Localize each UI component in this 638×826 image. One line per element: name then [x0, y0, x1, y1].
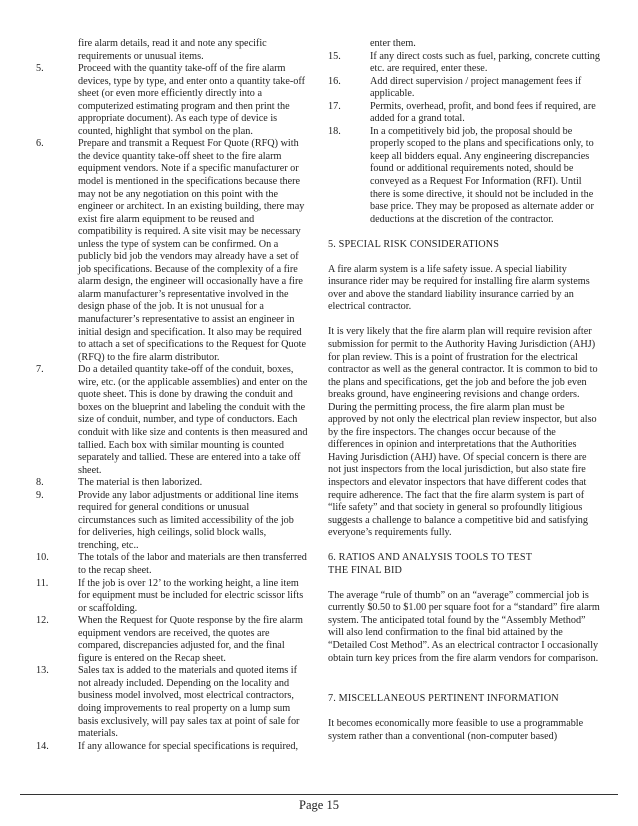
list-text: Permits, overhead, profit, and bond fees if required, are added for a grand total.	[370, 100, 596, 125]
list-item-8	[36, 477, 308, 490]
section-6-heading	[328, 552, 602, 577]
list-text: Proceed with the quantity take-off of the fire alarm devices, type by type, and enter onto a quantity take-off sheet (or even more efficiently directly into a computerized estimating program and then print the appropriate document). As each type of device is counted, highlight that symbol on the plan.	[78, 63, 305, 137]
section-7-paragraph-1: It becomes economically more feasible to use a programmable system rather than a conventional (non-computer based)	[328, 718, 584, 742]
section-5-paragraph-2: It is very likely that the fire alarm plan will require revision after submission for permit to the Authority Having Jurisdiction (AHJ) for plan review. This is a point of frustration for the electrical contractor as well as the general contractor. It is common to bid to the plans and specifications, get the job and before the job even breaks ground, have engineering revisions and change orders. During the permitting process, the fire alarm plan must be approved by not only the electrical plan review inspector, but also by the fire inspectors. The changes occur because of the differences in opinion and interpretations that the Authorities Having Jurisdiction (AHJ) have. Of special concern is there are not just inspectors from the local jurisdiction, but also state fire inspectors and elevator inspectors that have different codes that require adherence. The fact that the fire alarm system is part of “life safety” and that society in general so profoundly litigious suggests a challenge to balance a competitive bid and satisfying everyone’s requirements fully.	[328, 326, 598, 539]
list-text: The material is then laborized.	[78, 477, 203, 489]
list-number: 15.	[328, 50, 341, 62]
section-6-heading-line-2: THE FINAL BID	[328, 564, 403, 576]
footer-divider	[20, 794, 618, 795]
list-item-16	[328, 76, 602, 101]
list-text: If any allowance for special specifications is required,	[78, 740, 299, 752]
list-text: If any direct costs such as fuel, parking, concrete cutting etc. are required, enter these.	[370, 50, 600, 75]
list-text: Prepare and transmit a Request For Quote (RFQ) with the device quantity take-off sheet to the fire alarm equipment vendors. Note if a specific manufacturer or model is mentioned in the specifications because there may not be any negotiation on this point with the engineer or architect. In an existing building, there may exist fire alarm equipment to be reused and compatibility is required. A site visit may be necessary unless the type of system can be confirmed. On a publicly bid job the vendors may already have a set of job specifications. Because of the complexity of a fire alarm design, the engineer will occasionally have a fire alarm manufacturer’s representative involved in the design phase of the job. It is not unusual for a manufacturer’s representative to assist an engineer in initial design and specification. It also may be required to attach a set of specifications to the Request for Quote (RFQ) to the fire alarm distributor.	[78, 138, 307, 363]
list-number: 10.	[36, 552, 49, 564]
list-number: 6.	[36, 138, 44, 150]
list-text: Provide any labor adjustments or additional line items required for general conditions or unusual circumstances such as limited accessibility of the job for deliveries, high ceilings, solid block walls, trenching, etc..	[78, 489, 299, 551]
list-item-7	[36, 364, 308, 477]
list-item-continuation: enter them.	[370, 38, 416, 49]
list-number: 16.	[328, 75, 341, 87]
list-item-13	[36, 665, 308, 740]
list-text: When the Request for Quote response by the fire alarm equipment vendors are received, the quotes are compared, discrepancies adjusted for, and the final figure is entered on the Recap sheet.	[78, 615, 303, 664]
list-number: 9.	[36, 489, 44, 501]
list-item-17	[328, 101, 602, 126]
page-number: Page 15	[299, 798, 339, 812]
list-item-11	[36, 578, 308, 616]
left-column	[36, 38, 308, 753]
section-7-heading: 7. MISCELLANEOUS PERTINENT INFORMATION	[328, 693, 559, 705]
list-item-18	[328, 126, 602, 226]
right-column	[328, 38, 602, 743]
list-number: 13.	[36, 665, 49, 677]
list-item-15	[328, 51, 602, 76]
list-text: Do a detailed quantity take-off of the conduit, boxes, wire, etc. (or the applicable assemblies) and enter on the quote sheet. This is done by drawing the conduit and boxes on the blueprint and labeling the conduit with the size of conduit, number, and type of conductors. Each conduit with like size and contents is then measured and tallied. Each box with similar mounting is counted separately and tallied. These are entered into a take off sheet.	[78, 364, 308, 476]
section-5-paragraph-1: A fire alarm system is a life safety issue. A special liability insurance rider may be required for installing fire alarm systems over and above the standard liability insurance carried by an electrical contractor.	[328, 263, 590, 313]
list-text: If the job is over 12’ to the working height, a line item for equipment must be included for electric scissor lifts or scaffolding.	[78, 577, 304, 614]
list-number: 18.	[328, 125, 341, 137]
list-item-10	[36, 552, 308, 577]
list-number: 7.	[36, 364, 44, 376]
list-text: Add direct supervision / project management fees if applicable.	[370, 75, 582, 100]
list-number: 17.	[328, 100, 341, 112]
list-number: 14.	[36, 740, 49, 752]
list-number: 12.	[36, 615, 49, 627]
list-text: The totals of the labor and materials are then transferred to the recap sheet.	[78, 552, 307, 576]
list-text: Sales tax is added to the materials and quoted items if not already included. Depending on the locality and business model involved, most electrical contractors, doing improvements to real property on a lump sum basis exclusively, will pay sales tax at point of sale for materials.	[78, 665, 300, 740]
list-item-6	[36, 138, 308, 364]
list-text: In a competitively bid job, the proposal should be properly scoped to the plans and specifications only, to keep all bidders equal. Any engineering discrepancies found or additional requirements noted, should be conveyed as a Request For Information (RFI). Until there is some directive, it should not be included in the base price. They may be proposed as alternate adder or deductions at the discretion of the contractor.	[370, 125, 594, 225]
section-6-paragraph-1: The average “rule of thumb” on an “average” commercial job is currently $0.50 to $1.00 per square foot for a “standard” fire alarm system. The anticipated total found by the “Assembly Method” will also lend confirmation to the final bid attained by the “Detailed Cost Method”. As an electrical contractor I occasionally obtain turn key prices from the fire alarm vendors for comparison.	[328, 589, 600, 664]
list-item-14	[36, 741, 308, 754]
list-number: 8.	[36, 477, 44, 489]
list-item-12	[36, 615, 308, 665]
list-item-9	[36, 490, 308, 553]
section-5-heading: 5. SPECIAL RISK CONSIDERATIONS	[328, 238, 500, 250]
list-number: 5.	[36, 63, 44, 75]
list-item-5	[36, 63, 308, 138]
list-item-continuation: fire alarm details, read it and note any specific requirements or unusual items.	[78, 38, 267, 62]
section-6-heading-line-1: 6. RATIOS AND ANALYSIS TOOLS TO TEST	[328, 552, 533, 564]
list-number: 11.	[36, 577, 49, 589]
